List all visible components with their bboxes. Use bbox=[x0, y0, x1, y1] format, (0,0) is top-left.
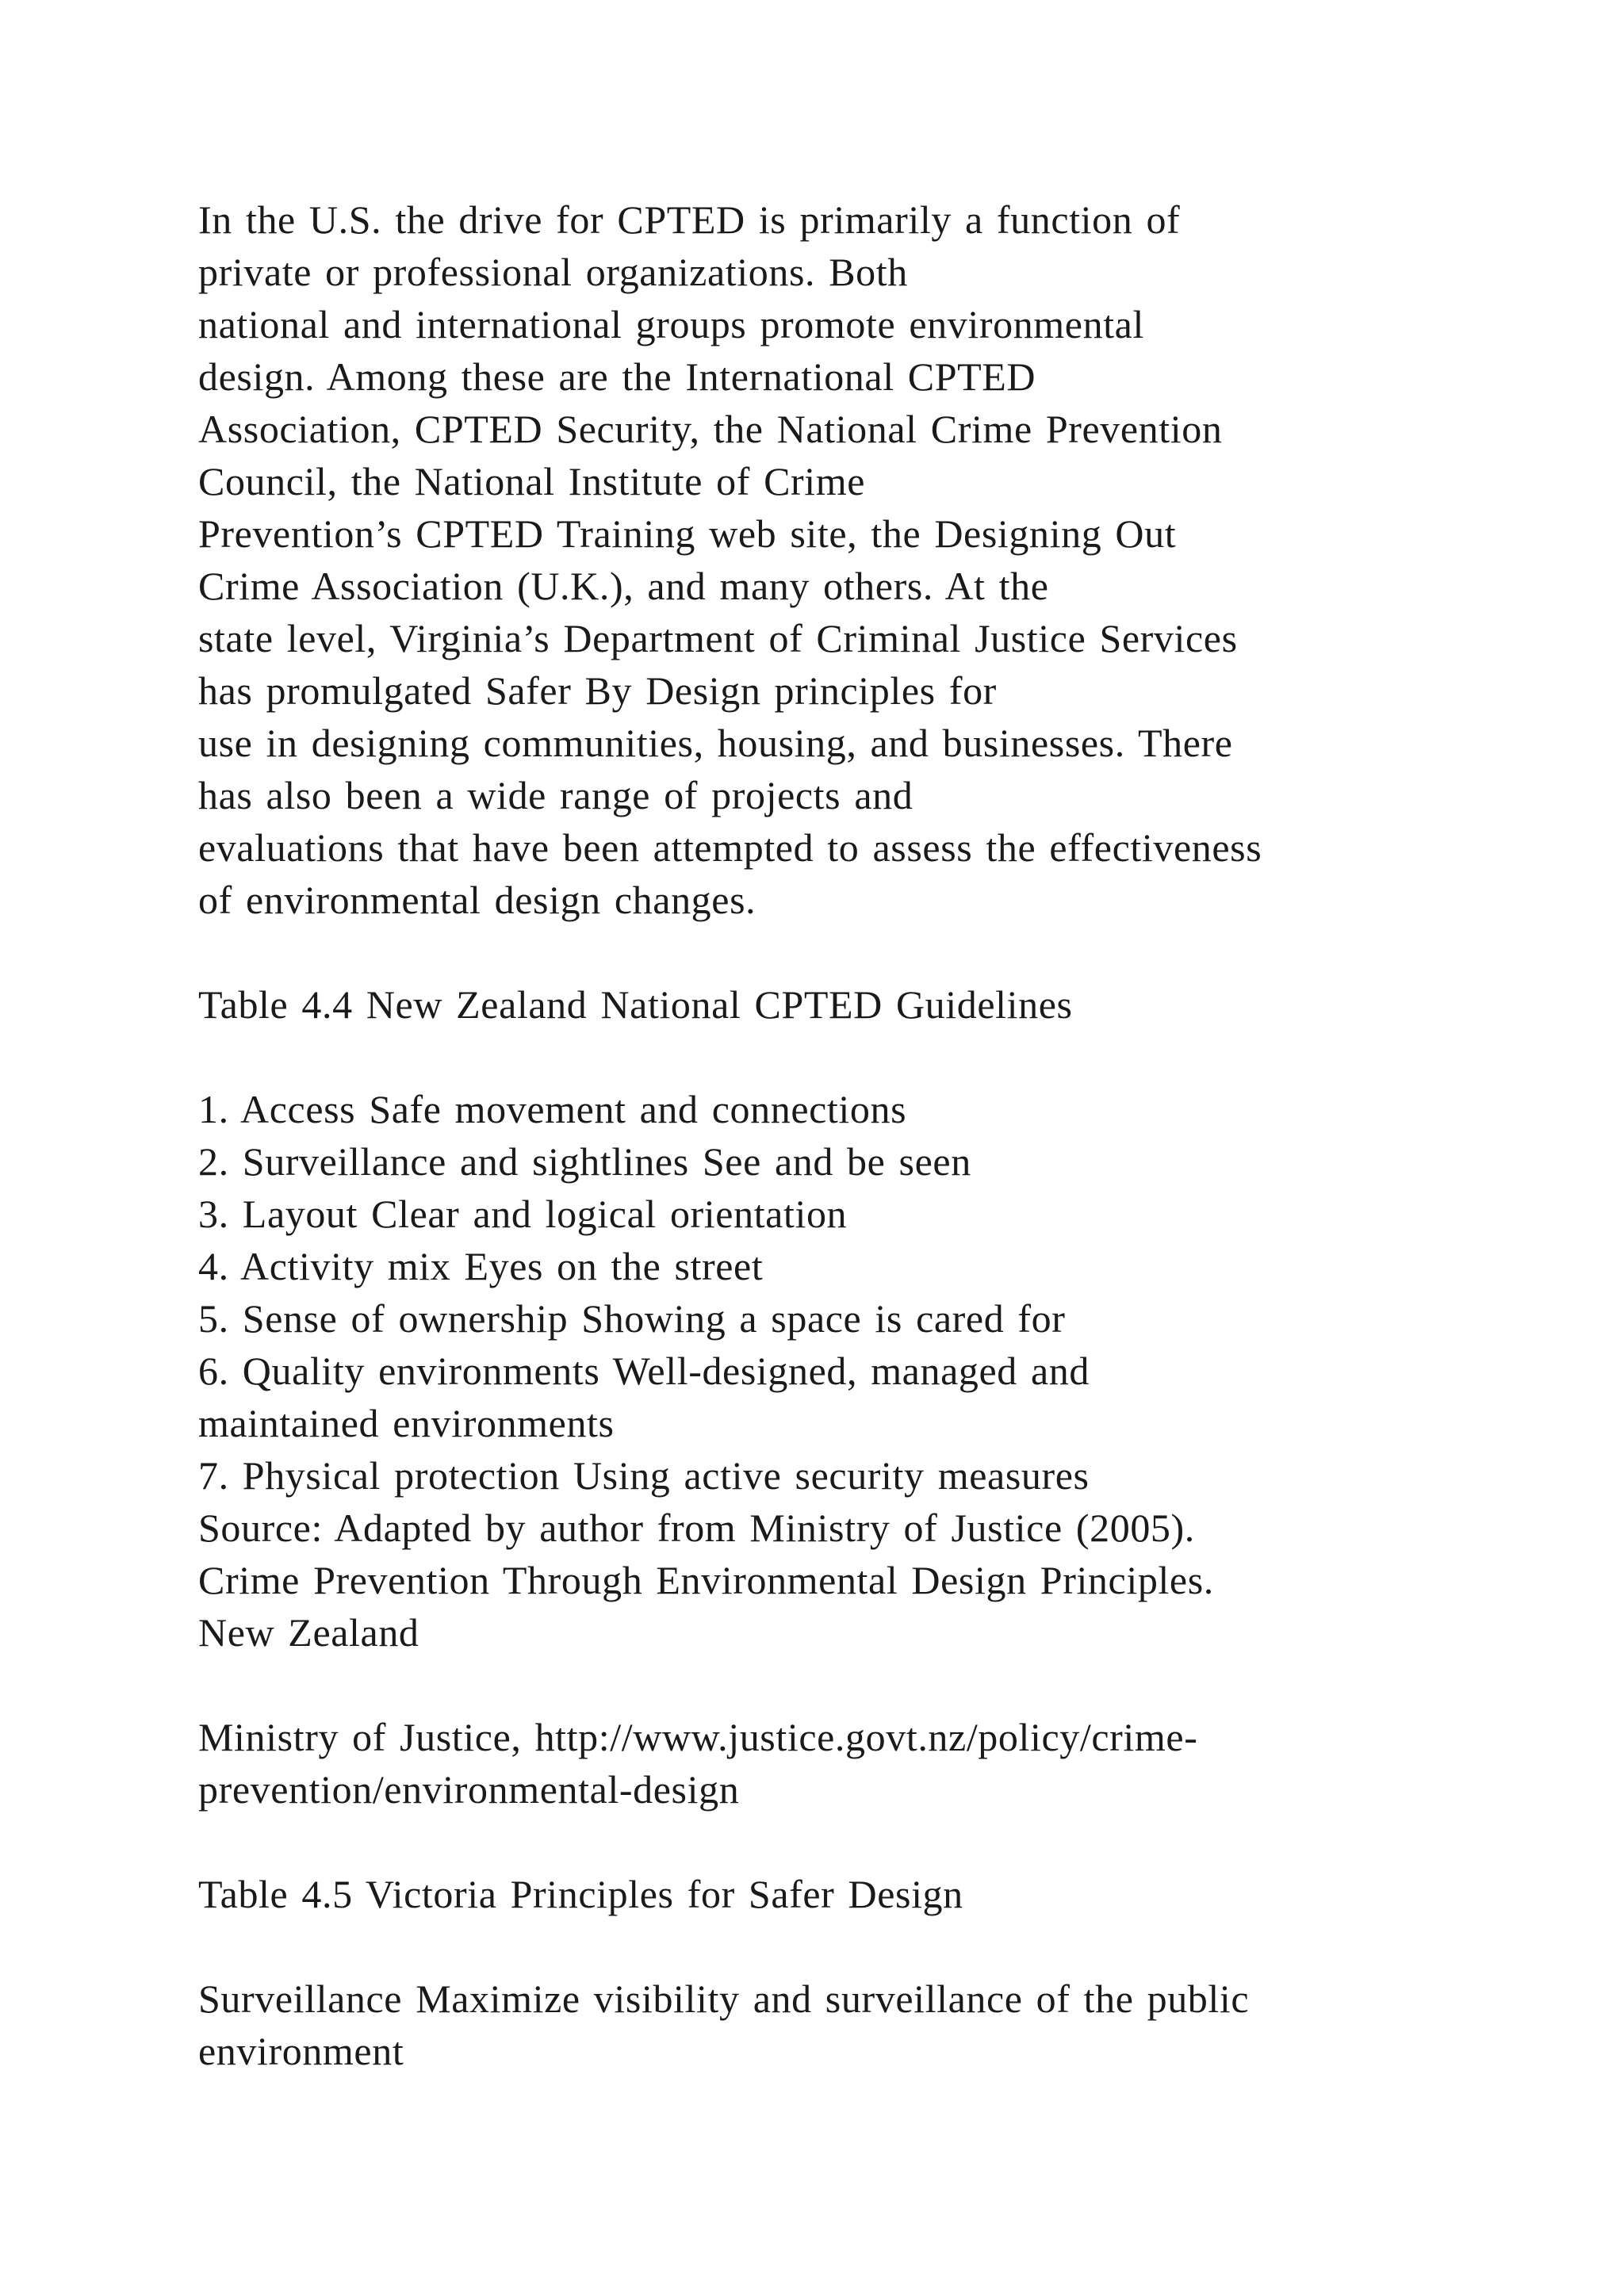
text-line: Council, the National Institute of Crime bbox=[198, 459, 866, 503]
source-link: prevention/environmental-design bbox=[198, 1767, 740, 1812]
text-line: evaluations that have been attempted to assess the effectiveness bbox=[198, 825, 1262, 870]
list-item: maintained environments bbox=[198, 1401, 615, 1445]
text-line: state level, Virginia’s Department of Criminal Justice Services bbox=[198, 616, 1238, 660]
source-note: New Zealand bbox=[198, 1610, 419, 1655]
list-item: 2. Surveillance and sightlines See and be seen bbox=[198, 1139, 971, 1184]
text-line: has also been a wide range of projects and bbox=[198, 773, 914, 817]
text-line: design. Among these are the International CPTED bbox=[198, 354, 1036, 399]
table-title: Table 4.4 New Zealand National CPTED Guidelines bbox=[198, 982, 1073, 1027]
intro-paragraph bbox=[198, 193, 1467, 926]
text-line: In the U.S. the drive for CPTED is primarily a function of bbox=[198, 197, 1181, 242]
text-line: of environmental design changes. bbox=[198, 878, 756, 922]
list-item: 7. Physical protection Using active security measures bbox=[198, 1453, 1090, 1498]
source-note: Source: Adapted by author from Ministry of Justice (2005). bbox=[198, 1506, 1195, 1550]
text-line: has promulgated Safer By Design principles for bbox=[198, 668, 997, 713]
list-item: 4. Activity mix Eyes on the street bbox=[198, 1244, 764, 1288]
list-item: 1. Access Safe movement and connections bbox=[198, 1087, 907, 1131]
table-title: Table 4.5 Victoria Principles for Safer Design bbox=[198, 1872, 963, 1916]
text-line: use in designing communities, housing, and businesses. There bbox=[198, 721, 1233, 765]
spacer bbox=[198, 926, 1467, 978]
list-item: Surveillance Maximize visibility and surveillance of the public bbox=[198, 1976, 1250, 2021]
text-line: national and international groups promote environmental bbox=[198, 302, 1144, 346]
text-line: Prevention’s CPTED Training web site, the Designing Out bbox=[198, 511, 1177, 556]
spacer bbox=[198, 1816, 1467, 1868]
list-item: environment bbox=[198, 2029, 404, 2073]
document-page bbox=[198, 193, 1467, 2077]
table-4-4 bbox=[198, 978, 1467, 1816]
list-item: 6. Quality environments Well-designed, managed and bbox=[198, 1349, 1090, 1393]
text-line: private or professional organizations. Both bbox=[198, 250, 908, 294]
spacer bbox=[198, 1031, 1467, 1083]
table-4-5 bbox=[198, 1868, 1467, 2077]
source-note: Crime Prevention Through Environmental Design Principles. bbox=[198, 1558, 1214, 1602]
source-link: Ministry of Justice, http://www.justice.govt.nz/policy/crime- bbox=[198, 1715, 1198, 1759]
text-line: Association, CPTED Security, the National Crime Prevention bbox=[198, 407, 1223, 451]
list-item: 3. Layout Clear and logical orientation bbox=[198, 1192, 848, 1236]
spacer bbox=[198, 1920, 1467, 1973]
list-item: 5. Sense of ownership Showing a space is cared for bbox=[198, 1296, 1066, 1341]
text-line: Crime Association (U.K.), and many others. At the bbox=[198, 564, 1049, 608]
spacer bbox=[198, 1659, 1467, 1711]
